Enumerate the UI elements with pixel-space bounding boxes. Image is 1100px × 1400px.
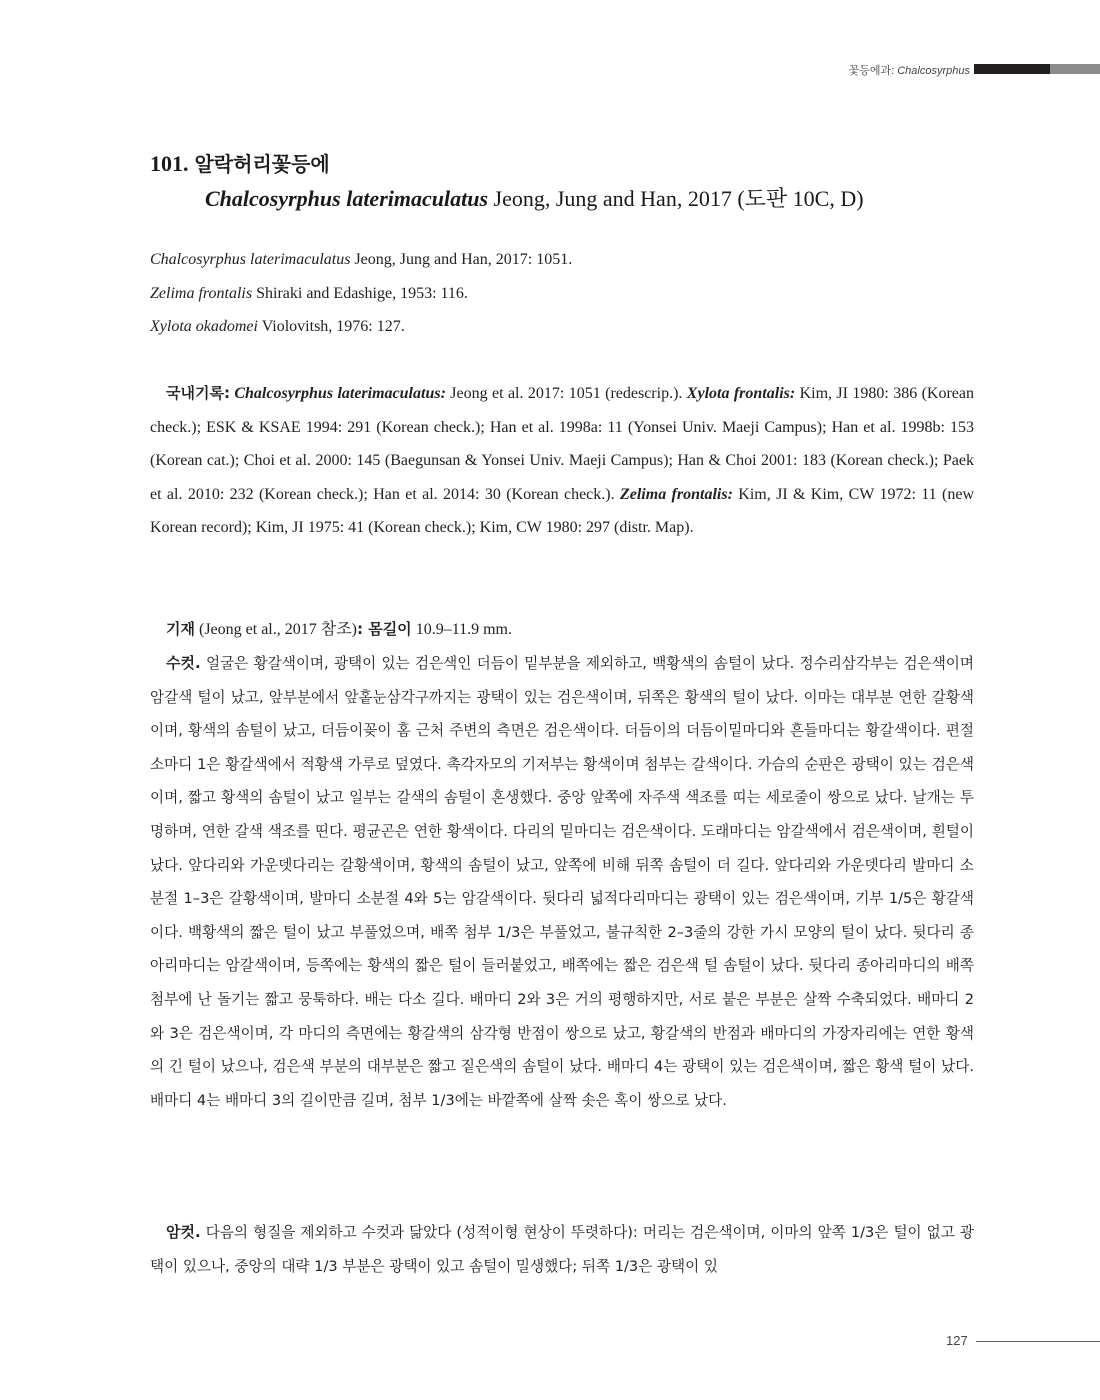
running-head [849, 62, 970, 78]
korean-records-paragraph [150, 377, 974, 545]
female-description [150, 1216, 974, 1283]
record-citations: Kim, JI 1980: 386 (Korean check.); ESK & KSAE 1994: 291 (Korean check.); Han et al. 1998a: 11 (Yonsei Univ. Maeji Campus); Han et al. 1998b: 153 (Korean cat.); Choi et al. 2000: 145 (Baegunsan & Yonsei Univ. Maeji Campus); Han & Choi 2001: 183 (Korean check.); Paek et al. 2010: 232 (Korean check.); Han et al. 2014: 30 (Korean check.). [150, 385, 975, 503]
synonym-name: Zelima frontalis [150, 285, 253, 302]
synonym-citation: Jeong, Jung and Han, 2017: 1051. [354, 251, 573, 268]
description-heading-line [150, 613, 974, 647]
description-reference: (Jeong et al., 2017 참조) [198, 621, 357, 638]
species-title [150, 148, 330, 177]
male-text: 얼굴은 황갈색이며, 광택이 있는 검은색인 더듬이 밑부분을 제외하고, 백황색의 솜털이 났다. 정수리삼각부는 검은색이며 암갈색 털이 났고, 앞부분에서 앞홑눈삼각구까지는 광택이 있는 검은색이며, 뒤쪽은 황색의 털이 났다. 이마는 대부분 연한 갈황색이며, 황색의 솜털이 났고, 더듬이꽂이 홈 근처 주변의 측면은 검은색이다. 더듬이의 더듬이밑마디와 흔들마디는 황갈색이다. 편절소마디 1은 황갈색에서 적황색 가루로 덮였다. 촉각자모의 기저부는 황색이며 첨부는 갈색이다. 가슴의 순판은 광택이 있는 검은색이며, 짧고 황색의 솜털이 났고 일부는 갈색의 솜털이 혼생했다. 중앙 앞쪽에 자주색 색조를 띠는 세로줄이 쌍으로 났다. 날개는 투명하며, 연한 갈색 색조를 띤다. 평균곤은 연한 황색이다. 다리의 밑마디는 검은색이다. 도래마디는 암갈색에서 검은색이며, 흰털이 났다. 앞다리와 가운뎃다리는 갈황색이며, 황색의 솜털이 났고, 앞쪽에 비해 뒤쪽 솜털이 더 길다. 앞다리와 가운뎃다리 발마디 소분절 1–3은 갈황색이며, 발마디 소분절 4와 5는 암갈색이다. 뒷다리 넓적다리마디는 광택이 있는 검은색이며, 기부 1/5은 황갈색이다. 백황색의 짧은 털이 났고 부풀었으며, 배쪽 첨부 1/3은 부풀었고, 불규칙한 2–3줄의 강한 가시 모양의 털이 났다. 뒷다리 종아리마디는 암갈색이며, 등쪽에는 황색의 짧은 털이 들러붙었고, 배쪽에는 짧은 검은색 털 솜털이 났다. 뒷다리 종아리마디의 배쪽 첨부에 난 돌기는 짧고 뭉툭하다. 배는 다소 길다. 배마디 2와 3은 거의 평행하지만, 서로 붙은 부분은 살짝 수축되었다. 배마디 2와 3은 검은색이며, 각 마디의 측면에는 황갈색의 삼각형 반점이 쌍으로 났고, 황갈색의 반점과 배마디의 가장자리에는 연한 황색의 긴 털이 났으나, 검은색 부분의 대부분은 짧고 짙은색의 솜털이 났다. 배마디 4는 광택이 있는 검은색이며, 짧은 황색 털이 났다. 배마디 4는 배마디 3의 길이만큼 길며, 첨부 1/3에는 바깥쪽에 살짝 솟은 혹이 쌍으로 났다. [150, 655, 974, 1109]
running-head-korean: 꽃등에과: [848, 65, 895, 77]
record-citations: Jeong et al. 2017: 1051 (redescrip.). [450, 385, 683, 402]
record-taxon: Zelima frontalis: [619, 485, 733, 503]
synonym-name: Xylota okadomei [150, 318, 258, 335]
running-head-genus: Chalcosyrphus [897, 65, 970, 77]
record-taxon: Xylota frontalis: [686, 385, 796, 402]
synonym-line [150, 318, 405, 336]
page-number: 127 [946, 1333, 968, 1348]
header-bar-dark [974, 64, 1050, 74]
synonym-citation: Shiraki and Edashige, 1953: 116. [256, 285, 468, 302]
header-bar-gray [1050, 64, 1100, 74]
body-length-value: 10.9–11.9 mm. [415, 621, 512, 638]
species-authority: Jeong, Jung and Han, 2017 (도판 10C, D) [493, 186, 864, 211]
species-korean-name: 알락허리꽃등에 [194, 152, 330, 176]
synonym-line [150, 251, 572, 269]
male-description [150, 647, 974, 1117]
species-scientific-title [205, 182, 864, 213]
record-taxon: Chalcosyrphus laterimaculatus: [234, 385, 446, 402]
female-text: 다음의 형질을 제외하고 수컷과 닮았다 (성적이형 현상이 뚜렷하다): 머리는 검은색이며, 이마의 앞쪽 1/3은 털이 없고 광택이 있으나, 중앙의 대략 1/3 부분은 광택이 있고 솜털이 밀생했다; 뒤쪽 1/3은 광택이 있 [150, 1224, 974, 1275]
synonym-name: Chalcosyrphus laterimaculatus [150, 251, 351, 268]
description-heading: 기재 [166, 620, 195, 638]
records-heading: 국내기록: [166, 384, 230, 402]
species-number: 101. [150, 151, 189, 176]
body-length-label: : 몸길이 [356, 620, 412, 638]
male-label: 수컷. [166, 654, 201, 672]
synonym-citation: Violovitsh, 1976: 127. [261, 318, 405, 335]
species-scientific-name: Chalcosyrphus laterimaculatus [205, 186, 489, 211]
female-label: 암컷. [166, 1223, 201, 1241]
record-citations: Kim, JI & Kim, CW 1972: 11 (new Korean record); Kim, JI 1975: 41 (Korean check.); Kim, CW 1980: 297 (distr. Map). [150, 485, 975, 537]
synonym-line [150, 285, 468, 303]
footer-rule [976, 1341, 1100, 1342]
